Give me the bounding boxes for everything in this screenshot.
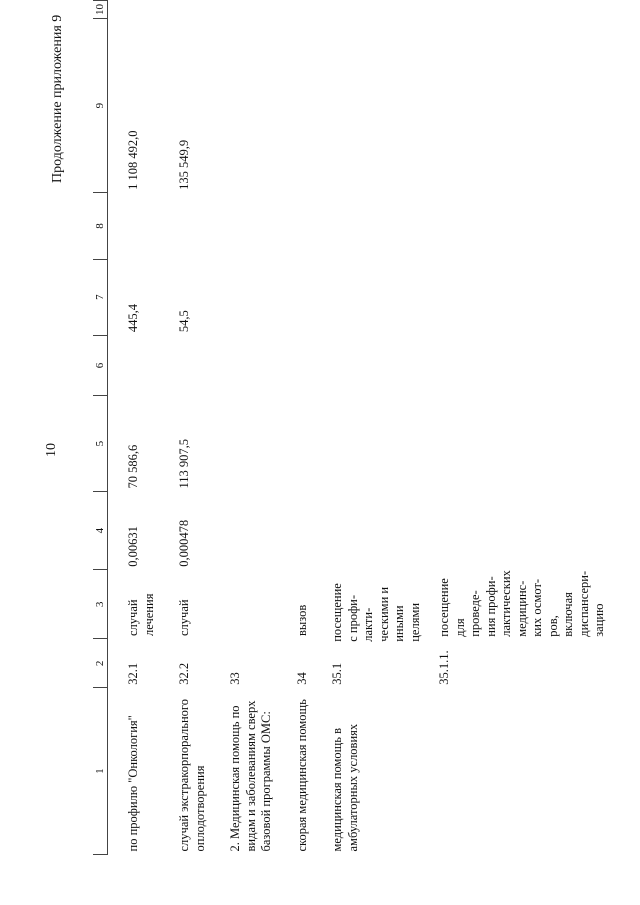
table-row xyxy=(210,1,277,855)
row-col8 xyxy=(312,193,610,259)
column-number: 8 xyxy=(93,193,108,259)
row-col9: 135 549,9 xyxy=(177,139,191,190)
row-col4 xyxy=(210,492,277,570)
row-code: 35.1 xyxy=(330,662,344,685)
column-number: 1 xyxy=(93,688,108,855)
row-col10 xyxy=(277,1,313,19)
row-col6 xyxy=(159,335,210,396)
table-row xyxy=(108,1,160,855)
row-col4 xyxy=(277,492,313,570)
row-name: случай экстракорпорального оплодотворения xyxy=(177,698,207,852)
column-number: 2 xyxy=(93,639,108,688)
row-col5 xyxy=(210,396,277,492)
row-col9 xyxy=(312,18,610,192)
subrow-code: 35.1.1. xyxy=(437,650,451,685)
column-number-row xyxy=(93,1,108,855)
row-col8 xyxy=(210,193,277,259)
row-code: 33 xyxy=(228,672,242,685)
column-number: 3 xyxy=(93,570,108,639)
row-col5: 113 907,5 xyxy=(177,438,191,489)
row-col7 xyxy=(210,259,277,335)
row-col7: 445,4 xyxy=(126,304,140,333)
row-col8 xyxy=(159,193,210,259)
row-col7: 54,5 xyxy=(177,310,191,333)
row-col10 xyxy=(312,1,610,19)
row-col4: 0,00631 xyxy=(126,526,140,567)
row-code: 32.2 xyxy=(177,662,191,685)
table-row xyxy=(277,1,313,855)
code-unit-group xyxy=(312,570,610,688)
column-number: 6 xyxy=(93,335,108,396)
column-number: 4 xyxy=(93,492,108,570)
row-col9 xyxy=(277,18,313,192)
row-col5 xyxy=(312,396,610,492)
subrow-unit: посещение для проведе-ния профи-лактических медицинс-ких осмот-ров, включая диспансери-зацию xyxy=(437,570,606,637)
row-name: по профилю "Онкология" xyxy=(126,715,140,852)
column-number: 5 xyxy=(93,396,108,492)
row-col8 xyxy=(277,193,313,259)
row-name: скорая медицинская помощь xyxy=(294,699,309,852)
row-col7 xyxy=(312,259,610,335)
row-col5: 70 586,6 xyxy=(126,444,140,489)
row-unit: случай лечения xyxy=(126,593,156,636)
row-col6 xyxy=(210,335,277,396)
row-code: 34 xyxy=(294,672,309,685)
subrow xyxy=(437,570,608,685)
continuation-caption: Продолжение приложения 9 xyxy=(50,14,65,183)
row-unit: посещение с профи-лакти-ческими и иными целями xyxy=(330,583,422,642)
row-name: медицинская помощь в амбулаторных условиях xyxy=(330,723,360,852)
row-name: 2. Медицинская помощь по видам и заболеваниям сверх базовой программы ОМС: xyxy=(228,700,273,852)
row-col6 xyxy=(277,335,313,396)
row-col5 xyxy=(277,396,313,492)
column-number: 7 xyxy=(93,259,108,335)
row-code: 32.1 xyxy=(126,662,140,685)
row-col8 xyxy=(108,193,160,259)
row-col7 xyxy=(277,259,313,335)
row-col4 xyxy=(312,492,610,570)
row-unit xyxy=(210,570,277,639)
data-table xyxy=(93,0,610,855)
row-col9 xyxy=(210,18,277,192)
column-number: 10 xyxy=(93,1,108,19)
row-col6 xyxy=(108,335,160,396)
row-col10 xyxy=(108,1,160,19)
row-col6 xyxy=(312,335,610,396)
column-number: 9 xyxy=(93,18,108,192)
row-unit: случай xyxy=(177,599,191,636)
row-col10 xyxy=(210,1,277,19)
row-unit: вызов xyxy=(294,604,309,636)
table-row xyxy=(159,1,210,855)
table-row xyxy=(312,1,610,855)
row-col9: 1 108 492,0 xyxy=(126,130,140,190)
row-col10 xyxy=(159,1,210,19)
row-col4: 0,000478 xyxy=(177,519,191,567)
page-number: 10 xyxy=(44,443,59,457)
